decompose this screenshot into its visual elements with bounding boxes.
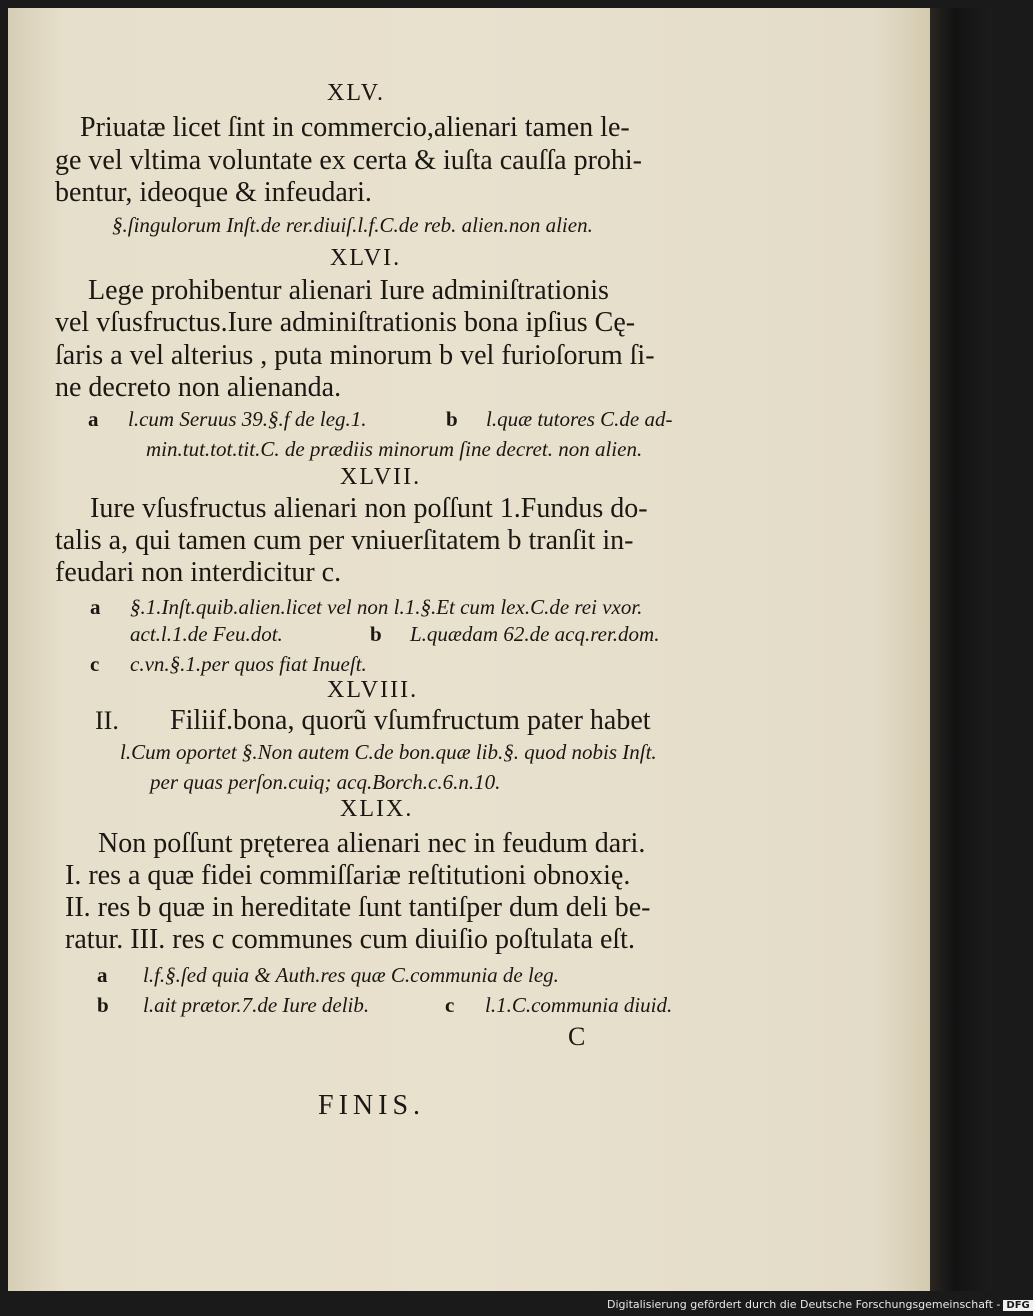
footer-text: Digitalisierung gefördert durch die Deutsche Forschungsgemeinschaft -: [607, 1298, 1001, 1311]
text-line: Priuatæ licet ſint in commercio,alienari tamen le-: [80, 112, 630, 143]
citation-note: §.ſingulorum Inſt.de rer.diuiſ.l.f.C.de reb. alien.non alien.: [112, 213, 593, 237]
text-line: ratur. III. res c communes cum diuiſio poſtulata eſt.: [65, 924, 635, 955]
note-text: c.vn.§.1.per quos fiat Inueſt.: [130, 652, 367, 676]
text-line: ne decreto non alienanda.: [55, 372, 342, 403]
citation-note: l.Cum oportet §.Non autem C.de bon.quæ lib.§. quod nobis Inſt.: [120, 740, 657, 764]
text-line: [95, 705, 651, 737]
citation-note: [97, 963, 559, 988]
text-line: vel vſusfructus.Iure adminiſtrationis bona ipſius Cę-: [55, 307, 636, 338]
citation-note: [90, 652, 367, 677]
text-line: Lege prohibentur alienari Iure adminiſtrationis: [88, 275, 609, 306]
item-text: Filiif.bona, quorũ vſumfructum pater habet: [170, 705, 651, 736]
citation-note: [90, 595, 642, 620]
citation-note: [370, 622, 659, 647]
section-heading-47: XLVII.: [340, 464, 422, 490]
note-text: §.1.Inſt.quib.alien.licet vel non l.1.§.Et cum lex.C.de rei vxor.: [130, 595, 643, 619]
note-text: l.quæ tutores C.de ad-: [486, 407, 673, 431]
finis-title: FINIS.: [318, 1090, 426, 1121]
citation-note: act.l.1.de Feu.dot.: [130, 622, 283, 646]
text-line: Non poſſunt pręterea alienari nec in feudum dari.: [98, 828, 646, 859]
note-label: b: [370, 622, 382, 646]
citation-note: [445, 993, 672, 1018]
section-heading-46: XLVI.: [330, 245, 402, 271]
book-edge: [930, 8, 992, 1291]
text-line: Iure vſusfructus alienari non poſſunt 1.Fundus do-: [90, 493, 648, 524]
note-label: a: [97, 963, 108, 987]
note-text: l.1.C.communia diuid.: [485, 993, 673, 1017]
note-text: l.f.§.ſed quia & Auth.res quæ C.communia de leg.: [143, 963, 559, 987]
text-line: II. res b quæ in hereditate ſunt tantiſper dum deli be-: [65, 892, 651, 923]
citation-note: [97, 993, 369, 1018]
dfg-logo: DFG: [1003, 1300, 1032, 1311]
note-label: a: [90, 595, 101, 619]
section-heading-49: XLIX.: [340, 796, 414, 822]
item-number: II.: [95, 706, 119, 735]
note-label: c: [445, 993, 455, 1017]
text-line: talis a, qui tamen cum per vniuerſitatem b tranſit in-: [55, 525, 634, 556]
text-line: ſaris a vel alterius , puta minorum b vel furioſorum ſi-: [55, 340, 655, 371]
section-heading-45: XLV.: [327, 80, 386, 106]
text-line: ge vel vltima voluntate ex certa & iuſta cauſſa prohi-: [55, 145, 643, 176]
text-line: feudari non interdicitur c.: [55, 557, 342, 588]
citation-note: min.tut.tot.tit.C. de prædiis minorum ſine decret. non alien.: [146, 437, 643, 461]
note-text: l.cum Seruus 39.§.f de leg.1.: [128, 407, 367, 431]
text-line: I. res a quæ fidei commiſſariæ reſtitutioni obnoxię.: [65, 860, 631, 891]
citation-note: [446, 407, 672, 432]
citation-note: per quas perſon.cuiq; acq.Borch.c.6.n.10.: [150, 770, 501, 794]
catchword: C: [568, 1022, 586, 1051]
note-label: c: [90, 652, 100, 676]
note-label: a: [88, 407, 99, 431]
note-label: b: [446, 407, 458, 431]
note-text: l.ait prætor.7.de Iure delib.: [143, 993, 370, 1017]
section-heading-48: XLVIII.: [327, 677, 419, 703]
text-line: bentur, ideoque & infeudari.: [55, 177, 372, 208]
citation-note: [88, 407, 367, 432]
digitization-footer: [607, 1298, 1030, 1314]
note-text: L.quædam 62.de acq.rer.dom.: [410, 622, 660, 646]
note-label: b: [97, 993, 109, 1017]
